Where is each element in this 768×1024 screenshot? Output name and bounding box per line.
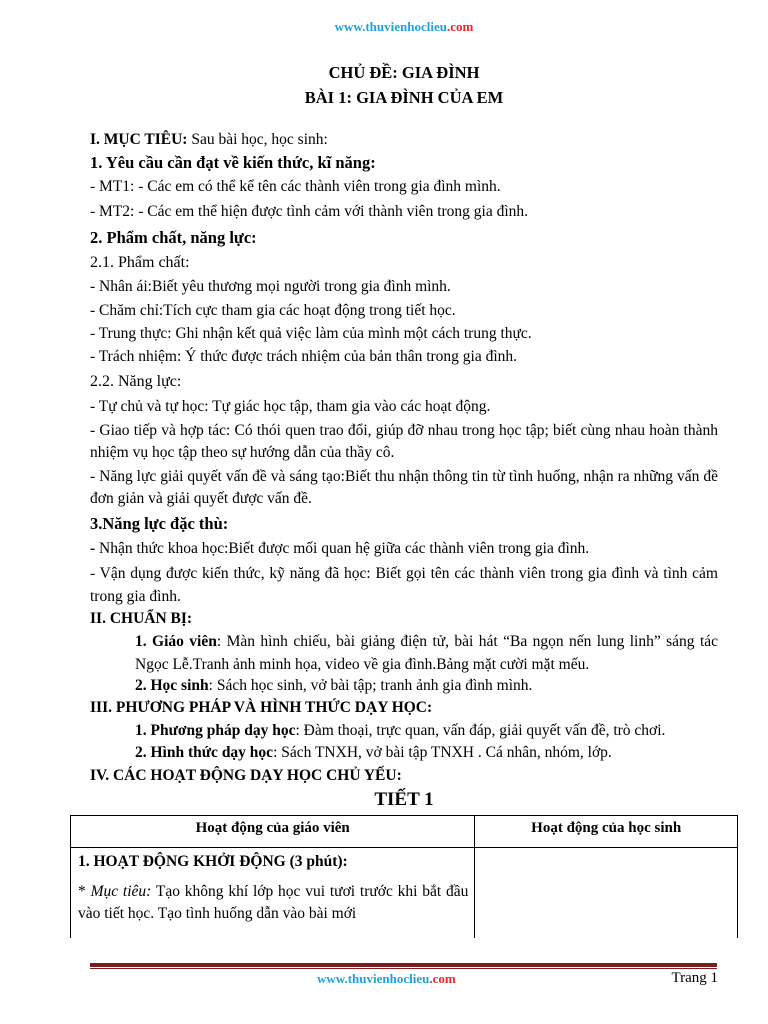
quality-item: - Nhân ái:Biết yêu thương mọi người trong gia đình mình. bbox=[90, 278, 451, 295]
section-objectives bbox=[90, 130, 718, 150]
prep-student-text: : Sách học sinh, vở bài tập; tranh ảnh gia đình mình. bbox=[208, 677, 533, 694]
activities-table bbox=[70, 815, 738, 938]
subheading-specific: 3.Năng lực đặc thù: bbox=[90, 514, 229, 533]
method-label: 1. Phương pháp dạy học bbox=[135, 722, 296, 739]
prep-teacher bbox=[90, 630, 718, 676]
method-form-label: 2. Hình thức dạy học bbox=[135, 744, 274, 761]
footer-rule bbox=[90, 963, 717, 967]
table-header-teacher bbox=[71, 816, 475, 848]
specific-item: - Vận dụng được kiến thức, kỹ năng đã học: Biết gọi tên các thành viên trong gia đình và tình cảm trong gia đình. bbox=[90, 565, 718, 605]
footer-rule-thin bbox=[90, 968, 717, 969]
heading-qualities-21: 2.1. Phẩm chất: bbox=[90, 254, 190, 271]
star-mark: * bbox=[78, 883, 91, 900]
heading-competence-22: 2.2. Năng lực: bbox=[90, 373, 182, 390]
quality-item: - Chăm chỉ:Tích cực tham gia các hoạt động trong tiết học. bbox=[90, 302, 456, 319]
competence-item: - Năng lực giải quyết vấn đề và sáng tạo:Biết thu nhận thông tin từ tình huống, nhận ra những vấn đề đơn giản và giải quyết được vấn đề. bbox=[90, 468, 718, 507]
table-cell-teacher bbox=[71, 848, 475, 938]
bullet-dash: - bbox=[90, 540, 100, 557]
prep-student bbox=[90, 676, 718, 696]
section-activities: IV. CÁC HOẠT ĐỘNG DẠY HỌC CHỦ YẾU: bbox=[90, 767, 402, 784]
objective-label: Mục tiêu: bbox=[90, 883, 152, 900]
col-header: Hoạt động của học sinh bbox=[531, 820, 682, 836]
site-tld: .com bbox=[446, 19, 474, 34]
objective-mt2: - MT2: - Các em thể hiện được tình cảm với thành viên trong gia đình. bbox=[90, 203, 529, 220]
method-teaching bbox=[90, 721, 718, 741]
activity-title: 1. HOẠT ĐỘNG KHỞI ĐỘNG (3 phút): bbox=[78, 853, 348, 870]
competence-item: - Giao tiếp và hợp tác: Có thói quen trao đổi, giúp đỡ nhau trong học tập; biết cùng nhau hoàn thành nhiệm vụ học tập theo sự hướng dẫn của thầy cô. bbox=[90, 422, 718, 461]
prep-student-label: 2. Học sinh bbox=[135, 677, 209, 694]
method-form-text: : Sách TNXH, vở bài tập TNXH . Cá nhân, nhóm, lớp. bbox=[273, 744, 612, 761]
subheading-knowledge: 1. Yêu cầu cần đạt về kiến thức, kĩ năng: bbox=[90, 153, 376, 172]
specific-text: Nhận thức khoa học:Biết được mối quan hệ giữa các thành viên trong gia đình. bbox=[99, 540, 590, 557]
specific-item bbox=[90, 539, 718, 559]
prep-teacher-text: : Màn hình chiếu, bài giảng điện tử, bài hát “Ba ngọn nến lung linh” sáng tác Ngọc Lễ.Tranh ảnh minh họa, video về gia đình.Bảng mặt cười mặt mếu. bbox=[135, 633, 719, 673]
site-tld: .com bbox=[429, 971, 456, 986]
page-number: Trang 1 bbox=[671, 970, 718, 986]
topic-title: CHỦ ĐỀ: GIA ĐÌNH bbox=[328, 63, 480, 82]
header-site-link[interactable] bbox=[0, 19, 768, 35]
activity-objective bbox=[71, 872, 474, 925]
section-preparation: II. CHUẨN BỊ: bbox=[90, 610, 193, 627]
section-label: I. MỤC TIÊU: bbox=[90, 131, 188, 148]
method-form bbox=[90, 743, 718, 763]
subheading-qualities: 2. Phẩm chất, năng lực: bbox=[90, 228, 257, 247]
objective-text: Tạo không khí lớp học vui tươi trước khi bắt đầu vào tiết học. Tạo tình huống dẫn vào bài mới bbox=[78, 883, 469, 922]
competence-item: - Tự chủ và tự học: Tự giác học tập, tham gia vào các hoạt động. bbox=[90, 398, 491, 415]
quality-item: - Trách nhiệm: Ý thức được trách nhiệm của bản thân trong gia đình. bbox=[90, 348, 518, 365]
table-cell-student bbox=[475, 848, 738, 938]
prep-teacher-label: 1. Giáo viên bbox=[135, 633, 217, 650]
site-name: www.thuvienhoclieu bbox=[334, 19, 447, 34]
method-text: : Đàm thoại, trực quan, vấn đáp, giải quyết vấn đề, trò chơi. bbox=[295, 722, 666, 739]
lesson-title: BÀI 1: GIA ĐÌNH CỦA EM bbox=[304, 88, 504, 107]
quality-item: - Trung thực: Ghi nhận kết quả việc làm của mình một cách trung thực. bbox=[90, 325, 532, 342]
footer-site-link[interactable] bbox=[317, 971, 456, 987]
objective-mt1: - MT1: - Các em có thể kể tên các thành viên trong gia đình mình. bbox=[90, 178, 501, 195]
section-text: Sau bài học, học sinh: bbox=[187, 131, 328, 148]
section-methods: III. PHƯƠNG PHÁP VÀ HÌNH THỨC DẠY HỌC: bbox=[90, 699, 433, 716]
period-title: TIẾT 1 bbox=[374, 789, 434, 810]
site-name: www.thuvienhoclieu bbox=[317, 971, 430, 986]
table-header-student bbox=[475, 816, 738, 848]
col-header: Hoạt động của giáo viên bbox=[195, 820, 350, 836]
